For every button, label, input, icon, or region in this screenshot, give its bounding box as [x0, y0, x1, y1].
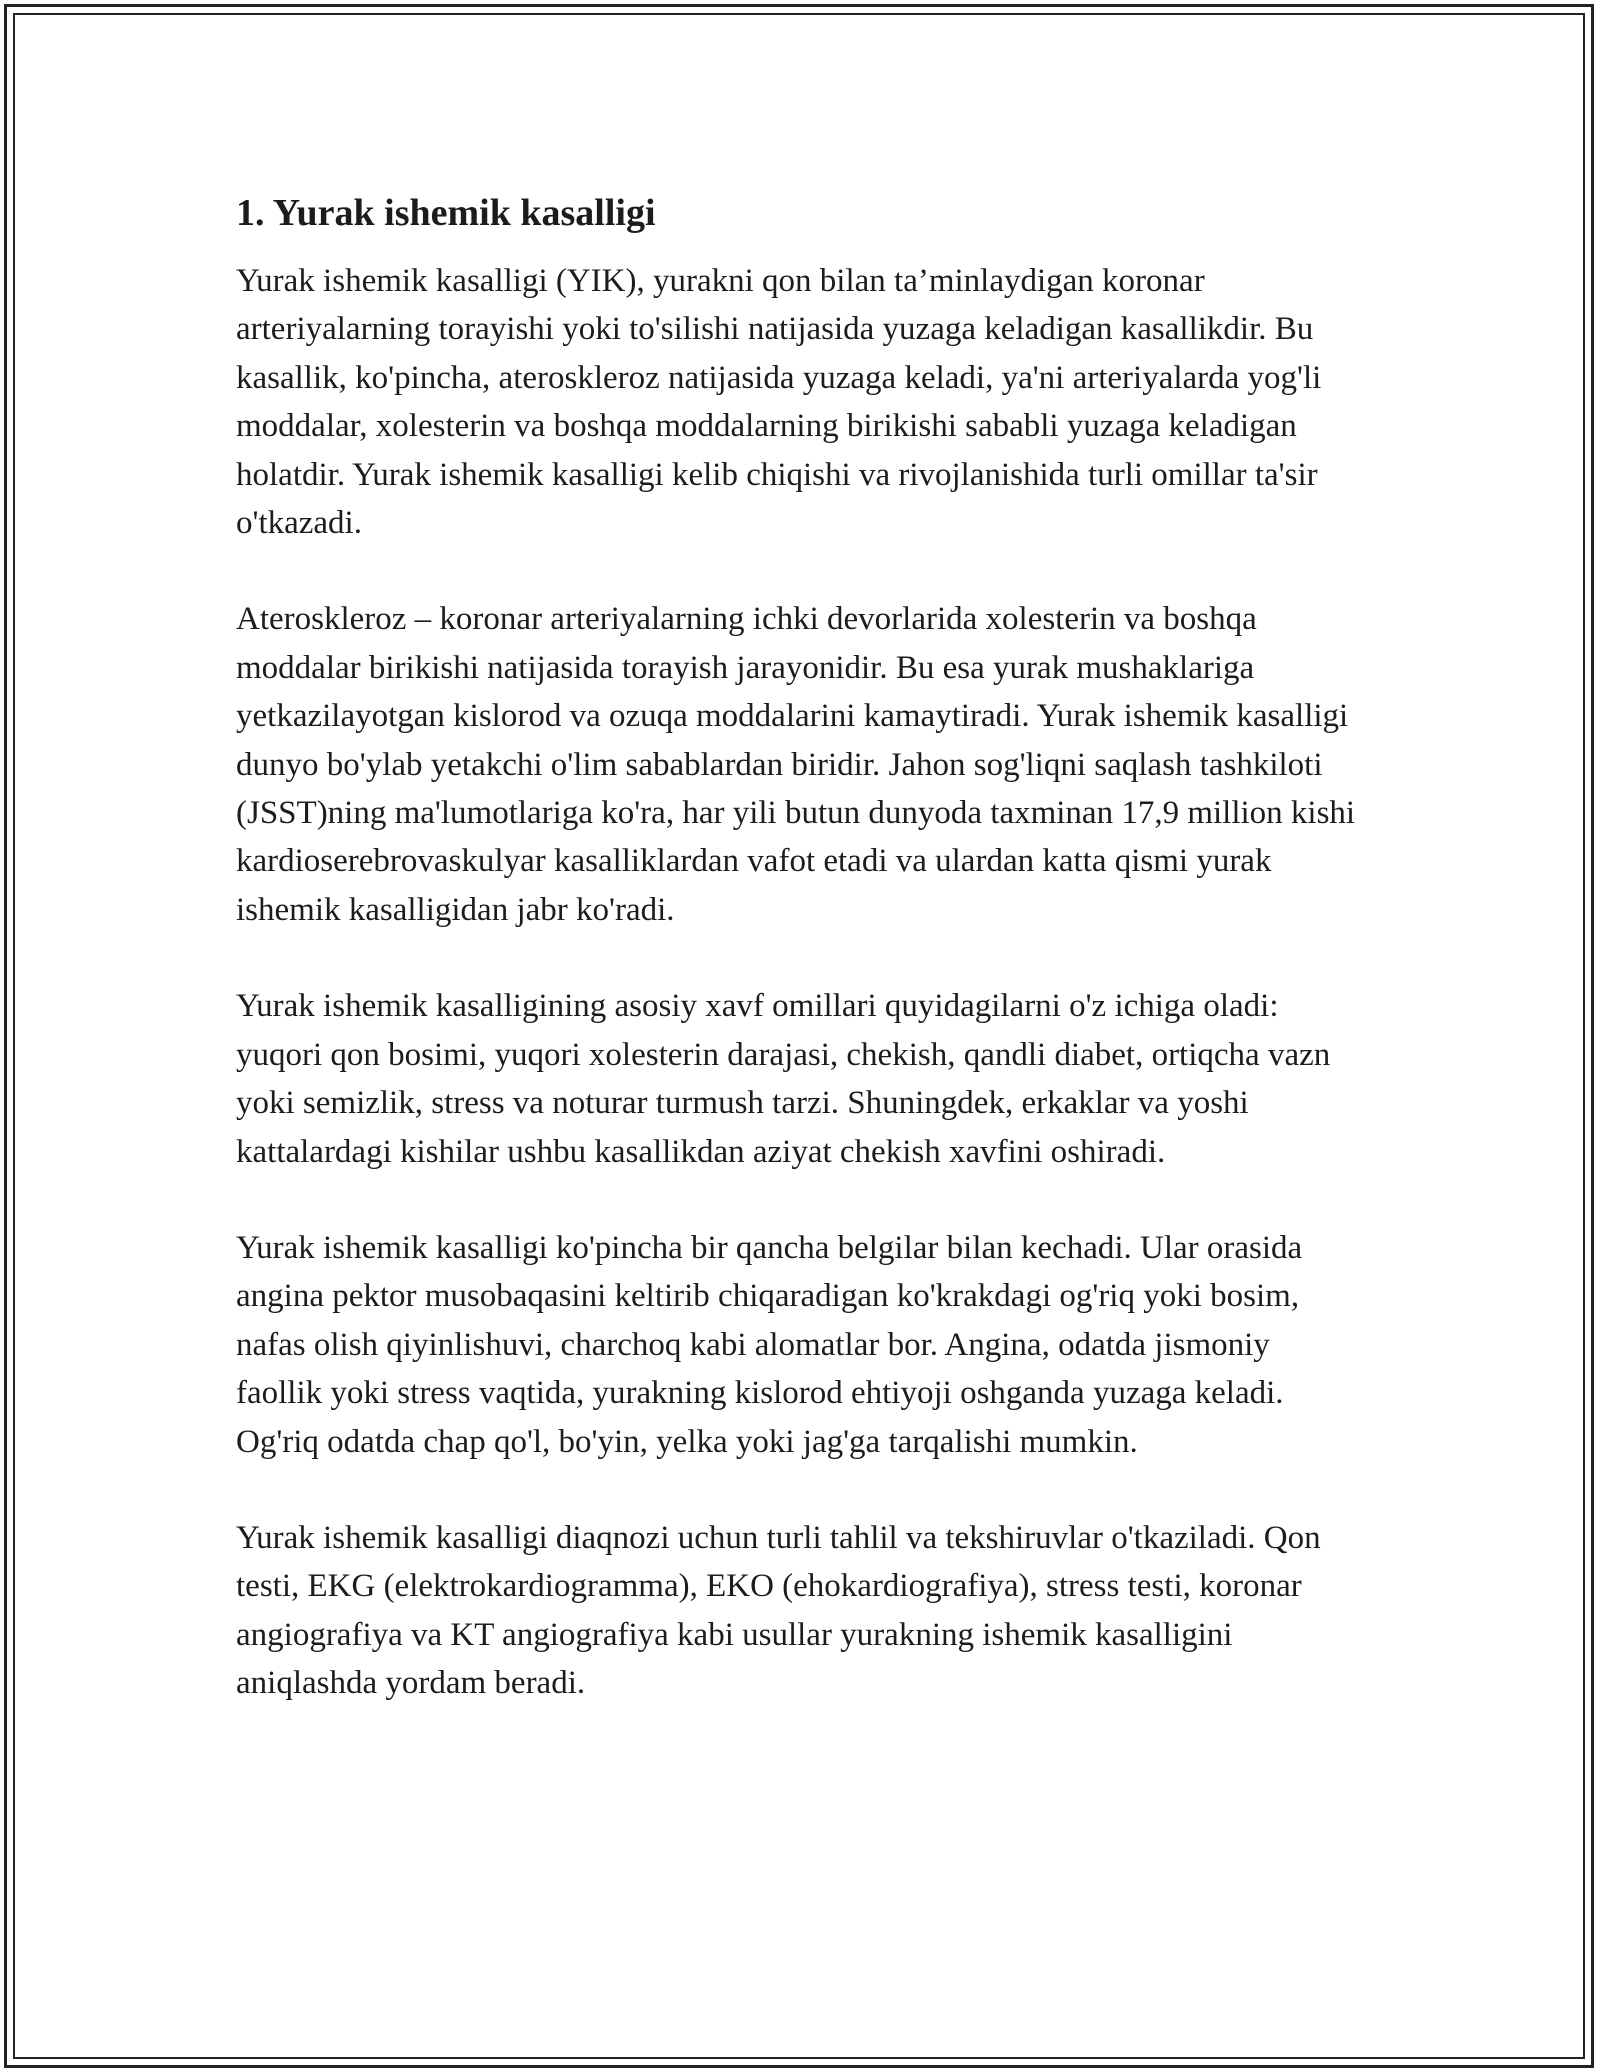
- paragraph-risk-factors: Yurak ishemik kasalligining asosiy xavf omillari quyidagilarni o'z ichiga oladi: yuqori qon bosimi, yuqori xolesterin darajasi, chekish, qandli diabet, ortiqcha vazn yoki semizlik, stress va noturar turmush tarzi. Shuningdek, erkaklar va yoshi kattalardagi kishilar ushbu kasallikdan aziyat chekish xavfini oshiradi.: [236, 988, 1331, 1170]
- document-body: [236, 185, 1356, 1756]
- paragraph-atherosclerosis: Ateroskleroz – koronar arteriyalarning ichki devorlarida xolesterin va boshqa moddalar birikishi natijasida torayish jarayonidir. Bu esa yurak mushaklariga yetkazilayotgan kislorod va ozuqa moddalarini kamaytiradi. Yurak ishemik kasalligi dunyo bo'ylab yetakchi o'lim sabablardan biridir. Jahon sog'liqni saqlash tashkiloti (JSST)ning ma'lumotlariga ko'ra, har yili butun dunyoda taxminan 17,9 million kishi kardioserebrovaskulyar kasalliklardan vafot etadi va ulardan katta qismi yurak ishemik kasalligidan jabr ko'radi.: [236, 601, 1356, 928]
- paragraph-diagnosis: Yurak ishemik kasalligi diaqnozi uchun turli tahlil va tekshiruvlar o'tkaziladi. Qon testi, EKG (elektrokardiogramma), EKO (ehokardiografiya), stress testi, koronar angiografiya va KT angiografiya kabi usullar yurakning ishemik kasalligini aniqlashda yordam beradi.: [236, 1519, 1321, 1702]
- paragraph-intro: Yurak ishemik kasalligi (YIK), yurakni qon bilan ta’minlaydigan koronar arteriyalarning torayishi yoki to'silishi natijasida yuzaga keladigan kasallikdir. Bu kasallik, ko'pincha, ateroskleroz natijasida yuzaga keladi, ya'ni arteriyalarda yog'li moddalar, xolesterin va boshqa moddalarning birikishi sababli yuzaga keladigan holatdir. Yurak ishemik kasalligi kelib chiqishi va rivojlanishida turli omillar ta'sir o'tkazadi.: [236, 263, 1322, 542]
- paragraph-symptoms: Yurak ishemik kasalligi ko'pincha bir qancha belgilar bilan kechadi. Ular orasida angina pektor musobaqasini keltirib chiqaradigan ko'krakdagi og'riq yoki bosim, nafas olish qiyinlishuvi, charchoq kabi alomatlar bor. Angina, odatda jismoniy faollik yoki stress vaqtida, yurakning kislorod ehtiyoji oshganda yuzaga keladi. Og'riq odatda chap qo'l, bo'yin, yelka yoki jag'ga tarqalishi mumkin.: [236, 1229, 1303, 1460]
- section-heading: 1. Yurak ishemik kasalligi: [236, 192, 656, 234]
